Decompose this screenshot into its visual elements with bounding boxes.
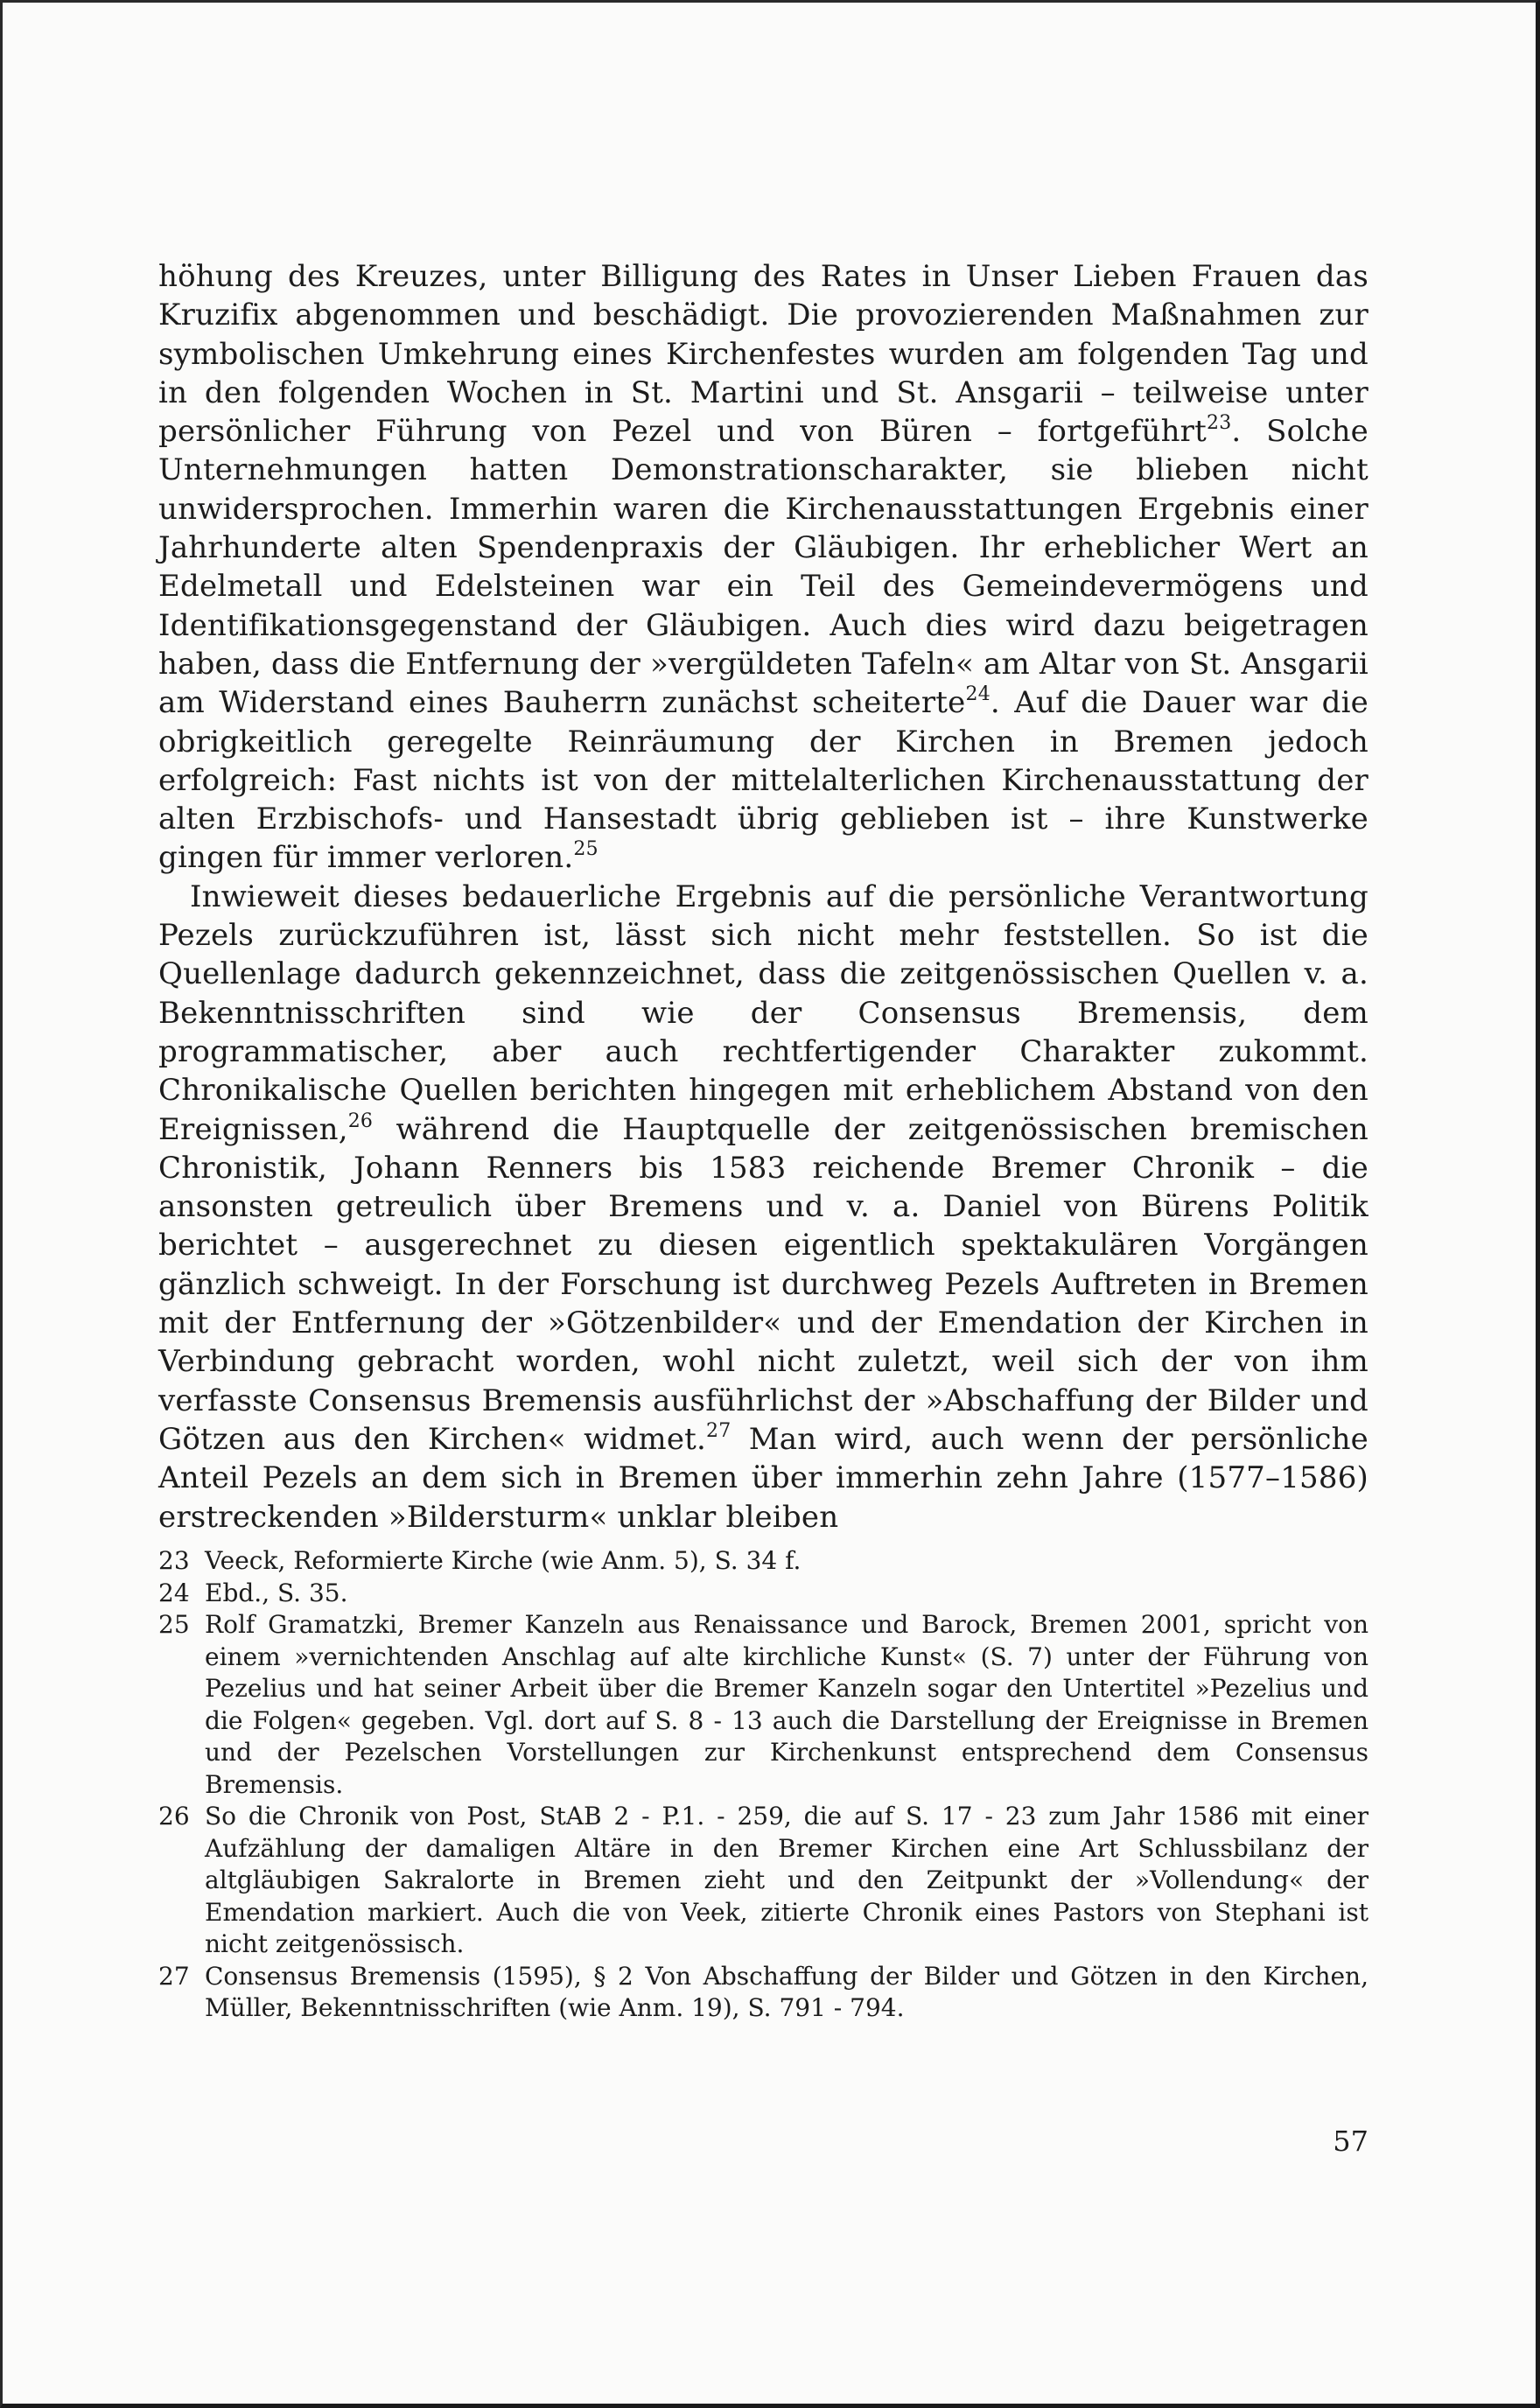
footnote-text: So die Chronik von Post, StAB 2 - P.1. - 259, die auf S. 17 - 23 zum Jahr 1586 mit einer Aufzählung der damaligen Altäre in den Bremer Kirchen eine Art Schlussbilanz der altgläubigen Sakralorte in Bremen zieht und den Zeitpunkt der »Vollendung« der Emendation markiert. Auch die von Veek, zitierte Chronik eines Pastors von Stephani ist nicht zeitgenössisch. xyxy=(205,1802,1368,1958)
footnote-27 xyxy=(158,1961,1368,2025)
footnote-text: Veeck, Reformierte Kirche (wie Anm. 5), S. 34 f. xyxy=(205,1546,802,1575)
paragraph-2 xyxy=(158,878,1368,1536)
footnote-ref-24: 24 xyxy=(965,683,990,706)
footnote-ref-25: 25 xyxy=(573,838,598,861)
footnote-number: 24 xyxy=(158,1578,190,1607)
text-run: während die Hauptquelle der zeitgenössischen bremischen Chronistik, Johann Renners bis 1583 reichende Bremer Chronik – die ansonsten getreulich über Bremens und v. a. Daniel von Bürens Politik berichtet – ausgerechnet zu diesen eigentlich spektakulären Vorgängen gänzlich schweigt. In der Forschung ist durchweg Pezels Auftreten in Bremen mit der Entfernung der »Götzenbilder« und der Emendation der Kirchen in Verbindung gebracht worden, wohl nicht zuletzt, weil sich der von ihm verfasste Consensus Bremensis ausführlichst der »Abschaffung der Bilder und Götzen aus den Kirchen« widmet. xyxy=(158,1111,1368,1457)
footnote-ref-26: 26 xyxy=(347,1110,374,1132)
footnote-ref-23: 23 xyxy=(1207,412,1232,435)
footnote-ref-27: 27 xyxy=(706,1419,732,1442)
footnote-number: 23 xyxy=(158,1546,190,1575)
page-number: 57 xyxy=(1333,2124,1368,2158)
text-run: . Auf die Dauer war die obrigkeitlich geregelte Reinräumung der Kirchen in Bremen jedoch erfolgreich: Fast nichts ist von der mittelalterlichen Kirchenausstattung der alten Erzbischofs- und Hansestadt übrig geblieben ist – ihre Kunstwerke gingen für immer verloren. xyxy=(158,685,1368,876)
footnote-23 xyxy=(158,1545,1368,1578)
footnotes xyxy=(158,1545,1368,2025)
footnote-number: 26 xyxy=(158,1802,190,1830)
text-run: Man wird, auch wenn der persönliche Anteil Pezels an dem sich in Bremen über immerhin zehn Jahre (1577–1586) erstreckenden »Bildersturm« unklar bleiben xyxy=(158,1421,1368,1535)
footnote-25 xyxy=(158,1609,1368,1801)
footnote-text: Rolf Gramatzki, Bremer Kanzeln aus Renaissance und Barock, Bremen 2001, spricht von einem »vernichtenden Anschlag auf alte kirchliche Kunst« (S. 7) unter der Führung von Pezelius und hat seiner Arbeit über die Bremer Kanzeln sogar den Untertitel »Pezelius und die Folgen« gegeben. Vgl. dort auf S. 8 - 13 auch die Darstellung der Ereignisse in Bremen und der Pezelschen Vorstellungen zur Kirchenkunst entsprechend dem Consensus Bremensis. xyxy=(205,1610,1368,1799)
paragraph-1 xyxy=(158,257,1368,878)
text-run: . Solche Unternehmungen hatten Demonstrationscharakter, sie blieben nicht unwidersprochen. Immerhin waren die Kirchenausstattungen Ergebnis einer Jahrhunderte alten Spendenpraxis der Gläubigen. Ihr erheblicher Wert an Edelmetall und Edelsteinen war ein Teil des Gemeindevermögens und Identifikationsgegenstand der Gläubigen. Auch dies wird dazu beigetragen haben, dass die Entfernung der »vergüldeten Tafeln« am Altar von St. Ansgarii am Widerstand eines Bauherrn zunächst scheiterte xyxy=(158,414,1369,721)
text-run: Inwieweit dieses bedauerliche Ergebnis auf die persönliche Verantwortung Pezels zurückzuführen ist, lässt sich nicht mehr feststellen. So ist die Quellenlage dadurch gekennzeichnet, dass die zeitgenössischen Quellen v. a. Bekenntnisschriften sind wie der Consensus Bremensis, dem programmatischer, aber auch rechtfertigender Charakter zukommt. Chronikalische Quellen berichten hingegen mit erheblichem Abstand von den Ereignissen, xyxy=(158,878,1368,1147)
footnote-number: 27 xyxy=(158,1961,190,1991)
footnote-number: 25 xyxy=(158,1610,190,1639)
footnote-24 xyxy=(158,1578,1368,1610)
footnote-26 xyxy=(158,1801,1368,1961)
main-text xyxy=(158,257,1368,1536)
footnote-text: Consensus Bremensis (1595), § 2 Von Abschaffung der Bilder und Götzen in den Kirchen, Müller, Bekenntnisschriften (wie Anm. 19), S. 791 - 794. xyxy=(205,1961,1368,2022)
text-run: höhung des Kreuzes, unter Billigung des Rates in Unser Lieben Frauen das Kruzifix abgenommen und beschädigt. Die provozierenden Maßnahmen zur symbolischen Umkehrung eines Kirchenfestes wurden am folgenden Tag und in den folgenden Wochen in St. Martini und St. Ansgarii – teilweise unter persönlicher Führung von Pezel und von Büren – fortgeführt xyxy=(158,259,1368,450)
footnote-text: Ebd., S. 35. xyxy=(205,1578,348,1607)
